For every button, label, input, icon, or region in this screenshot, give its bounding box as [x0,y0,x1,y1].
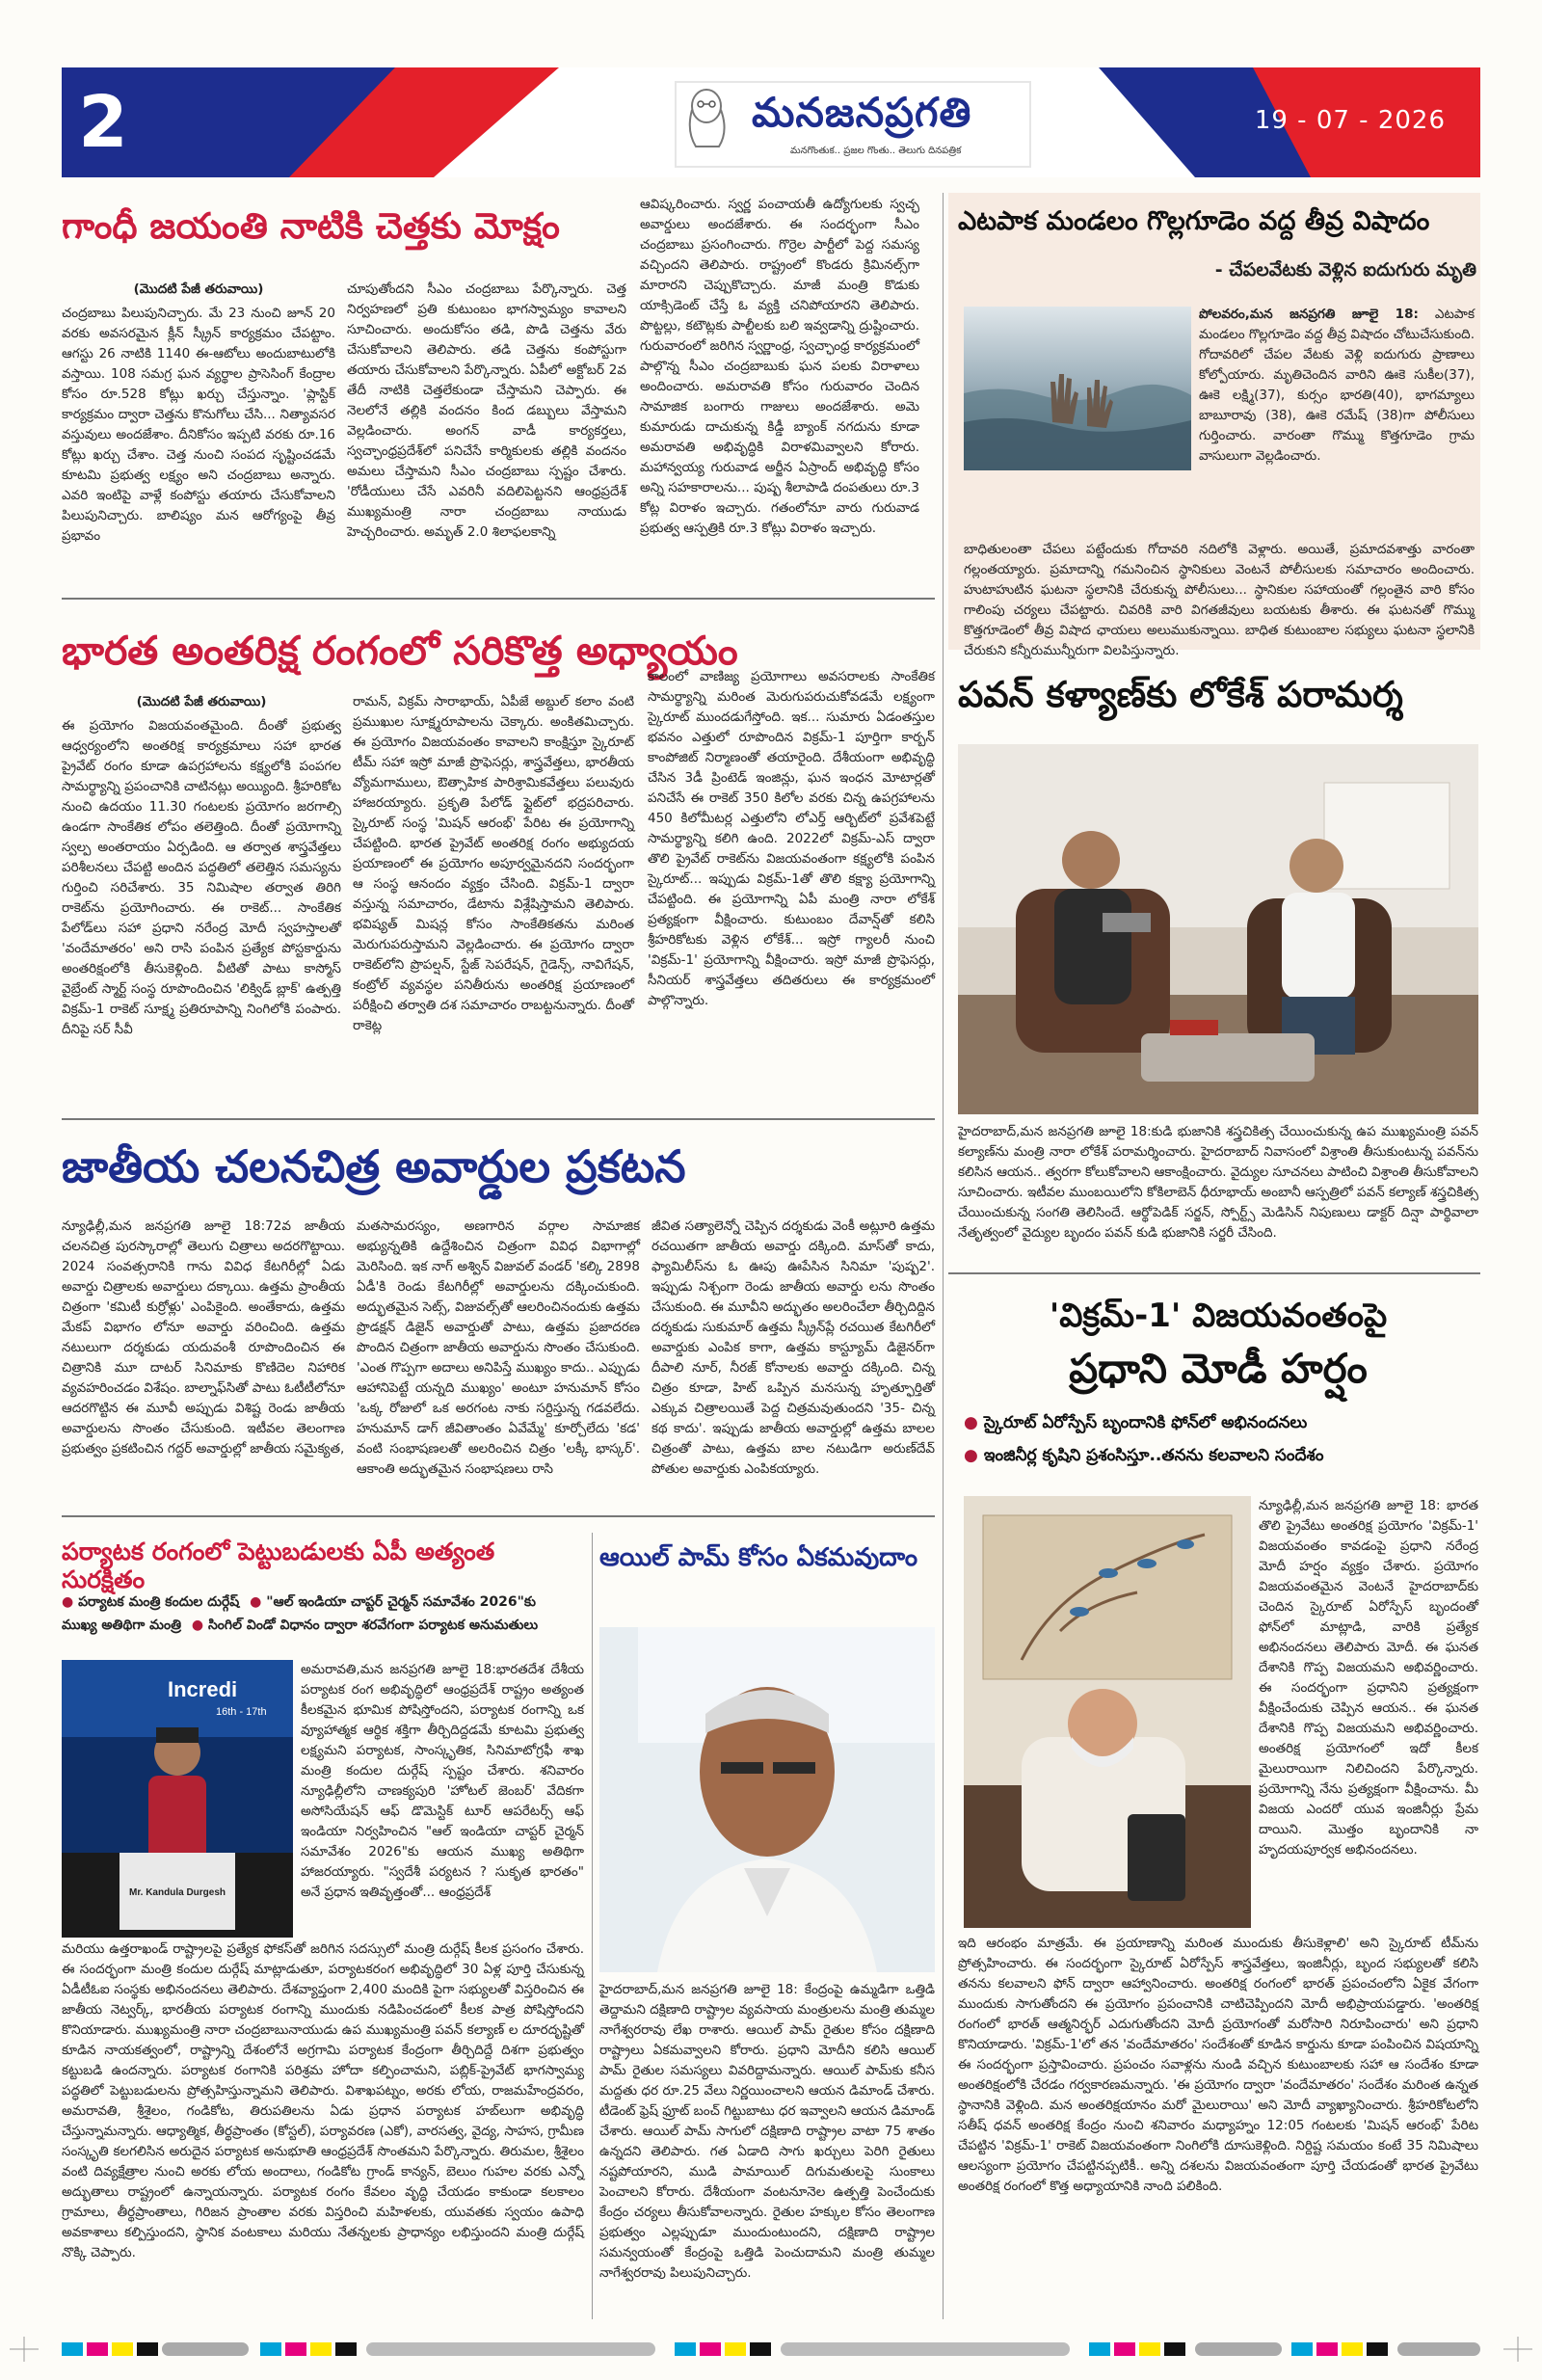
page-number: 2 [62,67,145,177]
masthead-title: మనజనప్రగతి [752,89,972,136]
drowning-body-full: బాధితులంతా చేపలు పట్టేందుకు గోదావరి నదిలోకి వెళ్లారు. అయితే, ప్రమాదవశాత్తు వారంతా గల్లంతయ్యారు. ప్రమాదాన్ని గమనించిన స్థానికులు వెంటనే పోలీసులకు సమాచారం అందించారు. హుటాహుటిన ఘటనా స్థలానికి చేరుకున్న పోలీసులు... స్థానికుల సహాయంతో గల్లంతైన వారి కోసం గాలింపు చర్యలు చేపట్టారు. చివరికి వారి విగతజీవులు బయటకు తీశారు. ఈ ఘటనతో గొమ్ము కొత్తగూడెంలో తీవ్ర విషాద ఛాయలు అలుముకున్నాయి. బాధిత కుటుంబాల సభ్యులు ఘటనా స్థలానికి చేరుకుని కన్నీరుమున్నీరుగా విలపిస్తున్నారు. [964,542,1475,658]
tourism-bullet-2a: ముఖ్య అతిథిగా మంత్రి [62,1618,182,1633]
masthead-tagline: మనగొంతుక.. ప్రజల గొంతు.. తెలుగు దినపత్రిక [790,146,962,156]
gandhi-col-3-text: ఆవిష్కరించారు. స్వర్ణ పంచాయతీ ఉద్యోగులకు స్వచ్ఛ అవార్డులు అందజేశారు. ఈ సందర్భంగా సీఎం చంద్రబాబు ప్రసంగించారు. గొర్రెల పార్టీలో పెద్ద సమస్య వచ్చిందని తెలిపారు. రాష్ట్రంలో కొండరు క్రిమినల్స్‌గా మారారని చెప్పుకొచ్చారు. మాజీ మంత్రి కొడుకు యాక్సిడెంట్ చేస్తే ఓ వ్యక్తి చనిపోయారని తెలిపారు. పొట్టల్లు, కటౌట్లకు పాల్టీలకు బలి ఇవ్వడాన్ని ద్రుష్టించారు. గురువారంలో జరిగిన స్వర్ణాంధ్ర, స్వచ్ఛాంధ్ర కార్యక్రమంలో పాల్గొన్న సీఎం చంద్రబాబుకు ఘన పలకు విరాళాలు అందించారు. అమరావతి కోసం గురువారం చెందిన సామాజిక బంగారు గాజులు అందజేశారు. అమె కుమారుడు దాచుకున్న కిడ్డీ బ్యాంక్ నగదును కూడా అమరావతి అభివృద్ధికి విరాళమివ్వాలని కోరారు. మహాన్వయ్య గురువాడ అర్జీన ఏస్రాంద్ అభివృద్ధి కోసం అన్ని సహకారాలను... పుష్ప శీలాపాడి దంపతులు రూ.3 కోట్ల విరాళం ఇచ్చారు. గతంలోనూ వారు గురువాడ ప్రభుత్వ ఆస్పత్రికి రూ.3 కోట్లు విరాళం ఇచ్చారు. [640,197,919,536]
drowning-dateline: పోలవరం,మన జనప్రగతి జూలై 18: [1199,307,1419,322]
masthead [62,67,1480,177]
oilpalm-body-text: హైదరాబాద్,మన జనప్రగతి జూలై 18: కేంద్రంపై ఉమ్మడిగా ఒత్తిడి తెద్దామని దక్షిణాది రాష్ట్రాల వ్యవసాయ మంత్రులను మంత్రి తుమ్మల నాగేశ్వరరావు లేఖ రాశారు. ఆయిల్ పామ్ రైతుల కోసం దక్షిణాది రాష్ట్రాలు ఏకమవ్వాలని కోరారు. ప్రధాని మోదీని కలిసి ఆయిల్ పామ్ రైతుల సమస్యలు వివరిద్దామన్నారు. ఆయిల్ పామ్‌కు కనీస మద్దతు ధర రూ.25 వేలు నిర్ణయించాలని ఆయన డిమాండ్ చేశారు. టీడెంట్ ఫ్రెష్ ఫ్రూట్ బంచ్ గిట్టుబాటు ధర ఇవ్వాలని ఆయన డిమాండ్ చేశారు. ఆయిల్ పామ్ సాగులో దక్షిణాది రాష్ట్రాల వాటా 75 శాతం ఉన్నదని తెలిపారు. గత ఏడాది సాగు ఖర్చులు పెరిగి రైతులు నష్టపోయారని, ముడి పామాయిల్ దిగుమతులపై సుంకాలు పెంచాలని కోరారు. దేశీయంగా వంటనూనెల ఉత్పత్తి పెంచేందుకు కేంద్రం చర్యలు తీసుకోవాలన్నారు. రైతుల హక్కుల కోసం తెలంగాణ ప్రభుత్వం ఎల్లప్పుడూ ముందుంటుందని, దక్షిణాది రాష్ట్రాల సమన్వయంతో కేంద్రంపై ఒత్తిడి పెంచుదామని మంత్రి తుమ్మల నాగేశ్వరరావు పిలుపునిచ్చారు. [599,1982,936,2281]
gandhi-col-1 [62,280,335,598]
tourism-body-text: మరియు ఉత్తరాఖండ్ రాష్ట్రాలపై ప్రత్యేక ఫోకస్‌తో జరిగిన సదస్సులో మంత్రి దుర్గేష్ కీలక ప్రసంగం చేశారు. ఈ సందర్భంగా మంత్రి కందుల దుర్గేష్ మాట్లాడుతూ, పర్యాటకరంగ అభివృద్ధిలో 30 ఏళ్ల పూర్తి చేసుకున్న ఏడీటీఓఐ సంస్థకు అభినందనలు తెలిపారు. దేశవ్యాప్తంగా 2,400 మందికి పైగా సభ్యులతో విస్తరించిన ఈ జాతీయ నెట్వర్క్, భారతీయ పర్యాటక రంగాన్ని ముందుకు నడిపించడంలో కీలక పాత్ర పోషిస్తోందని కొనియాడారు. ముఖ్యమంత్రి నారా చంద్రబాబునాయుడు ఉప ముఖ్యమంత్రి పవన్ కల్యాణ్ ల దూరదృష్టితో కూడిన నాయకత్వంలో, రాష్ట్రాన్ని దేశంలోనే అగ్రగామి పర్యాటక కేంద్రంగా తీర్చిదిద్దే దిశగా ప్రభుత్వం కట్టుబడి ఉందన్నారు. పర్యాటక రంగానికి పరిశ్రమ హోదా కల్పించామని, పబ్లిక్-ప్రైవేట్ భాగస్వామ్య పద్ధతిలో పెట్టుబడులను ప్రోత్సహిస్తున్నామని తెలిపారు. విశాఖపట్నం, అరకు లోయ, రాజమహేంద్రవరం, అమరావతి, శ్రీశైలం, గండికోట, తిరుపతిలను ఏడు ప్రధాన పర్యాటక హబ్‌లుగా అభివృద్ధి చేస్తున్నామన్నారు. ఆధ్యాత్మిక, తీర్థప్రాంతం (కోస్టల్), పర్యావరణ (ఎకో), వారసత్వ, వైద్య, సాహస, గ్రామీణ సంస్కృతి కలగలిసిన అరుదైన పర్యాటక అనుభూతి ఆంధ్రప్రదేశ్ సొంతమని పేర్కొన్నారు. తిరుమల, శ్రీశైలం వంటి దివ్యక్షేత్రాల నుంచి అరకు లోయ అందాలు, గండికోట గ్రాండ్ కాన్యన్, బెలుం గుహల వరకు ఎన్నో అద్భుతాలు రాష్ట్రంలో ఉన్నాయన్నారు. పర్యాటక రంగం కేవలం వృద్ధి చేయడం కాకుండా కలకాలం గ్రామాలు, తీర్థప్రాంతాలు, గిరిజన ప్రాంతాల వరకు విస్తరించి మహిళలకు, యువతకు స్వయం ఉపాధి అవకాశాలు కల్పిస్తుందని, స్థానిక వంటకాలు మరియు నేతన్నలకు ప్రాధాన్యం లభిస్తుందని మంత్రి దుర్గేష్ నొక్కి చెప్పారు. [62,1941,584,2260]
pawan-body [958,1122,1478,1263]
drowning-body-right: ఎటపాక మండలం గొల్లగూడెం వద్ద తీవ్ర విషాదం చోటుచేసుకుంది. గోదావరిలో చేపల వేటకు వెళ్లి ఐదుగురు ప్రాణాలు కోల్పోయారు. మృతిచెందిన వారిని ఊకె సుకీల(37), ఊకె లక్ష్మి(37), కుర్సం భారతి(40), భాగమ్యాలు బాబూరావు (38), ఊకె రమేష్ (38)గా పోలీసులు గుర్తించారు. వారంతా గొమ్ము కొత్తగూడెం గ్రామ వాసులుగా వెల్లడించారు. [1199,307,1475,464]
modi-headline-1: 'విక్రమ్-1' విజయవంతంపై [1049,1297,1388,1335]
space-headline: భారత అంతరిక్ష రంగంలో సరికొత్త అధ్యాయం [62,628,738,674]
awards-col-1-text: న్యూఢిల్లీ,మన జనప్రగతి జూలై 18:72వ జాతీయ చలనచిత్ర పురస్కారాల్లో తెలుగు చిత్రాలు అదరగొట్టాయి. 2024 సంవత్సరానికి గాను వివిధ కేటగిరీల్లో ఏడు అవార్డు చిత్రాలకు అవార్డులు దక్కాయి. ఉత్తమ ప్రాంతీయ చిత్రంగా 'కమిటీ కుర్రోళ్లు' ఎంపికైంది. అంతేకాదు, ఉత్తమ మేకప్ విభాగం లోనూ అవార్డు వరించింది. ఉత్తమ నటులుగా దర్శకుడు యదువంశీ రూపొందించిన ఈ చిత్రానికి మూ దాటర్ సినిమాకు కొణిదెల నిహారిక వ్యవహరించడం విశేషం. బాల్నాఫ్‌సితో పాటు ఓటీటీలోనూ ఆదరగొట్టిన ఈ మూవీ అప్పుడు విశిష్ట రెండు జాతీయ అవార్డులను సొంతం చేసుకుంది. ఇటీవల తెలంగాణ ప్రభుత్వం ప్రకటించిన గద్దర్ అవార్డుల్లో జాతీయ సమైక్యత, [62,1218,345,1457]
space-col-1-text: ఈ ప్రయోగం విజయవంతమైంది. దీంతో ప్రభుత్వ ఆధ్వర్యంలోని అంతరిక్ష కార్యక్రమాలు సహా భారత ప్రైవేట్ రంగం కూడా ఉపగ్రహాలను కక్ష్యలోకి పంపగల సామర్థ్యాన్ని ప్రపంచానికి చాటినట్లు అయ్యింది. శ్రీహరికోట నుంచి ఉదయం 11.30 గంటలకు ప్రయోగం జరగాల్సి ఉండగా సాంకేతిక లోపం తలెత్తింది. దీంతో ప్రయోగాన్ని స్వల్ప అంతరాయం ఏర్పడింది. ఆ తర్వాత శాస్త్రవేత్తలు పరిశీలనలు చేపట్టి అందిన పద్ధతిలో తలెత్తిన సమస్యను గుర్తించి సరిచేశారు. 35 నిమిషాల తర్వాత తిరిగి రాకెట్‌ను ప్రయోగించారు. ఈ రాకెట్... సాంకేతిక పేలోడ్‌లు సహా ప్రధాని నరేంద్ర మోదీ స్వహస్తాలతో 'వందేమాతరం' అని రాసి పంపిన ప్రత్యేక పోస్టకార్డును అంతరిక్షంలోకి తీసుకెళ్లింది. వీటితో పాటు కాస్మోస్ వైబ్రేంట్ స్మార్ట్ సంస్థ రూపొందించిన 'లిక్విడ్ బ్లాక్' ఉత్పత్తి విక్రమ్-1 రాకెట్ సూక్ష్మ ప్రతిరూపాన్ని నింగిలోకి పంపారు. దీనిపై సర్ సీవీ [62,718,341,1037]
tourism-bullet-1a: పర్యాటక మంత్రి కందుల దుర్గేష్ [78,1594,240,1610]
space-col-3 [648,667,935,1116]
oilpalm-body [599,1980,935,2319]
banner-subtext: 16th - 17th [216,1706,267,1718]
awards-col-2 [357,1217,640,1506]
divider [592,1533,593,2319]
divider [943,193,944,2319]
issue-date: 19 - 07 - 2026 [1254,106,1446,135]
modi-side-text [1259,1496,1478,1928]
modi-bullet-1: ● స్కైరూట్ ఏరోస్పేస్ బృందానికి ఫోన్‌లో అభినందనలు [964,1413,1480,1436]
modi-body-text: ఇది ఆరంభం మాత్రమే. ఈ ప్రయాణాన్ని మరింత ముందుకు తీసుకెళ్లాలి' అని స్కైరూట్ టీమ్‌ను ప్రోత్సహించారు. ఈ సందర్భంగా స్కైరూట్ ఏరోస్పేస్ శాస్త్రవేత్తలు, ఇంజినీర్లు, బృంద సభ్యులతో కలిసి తనను కలవాలని ఫోన్ ద్వారా ఆహ్వానించారు. అంతరిక్ష రంగంలో భారత్ ప్రపంచంలోని ఏకైక వేగంగా ముందుకు సాగుతోందని ఈ ప్రయోగం ప్రపంచానికి చాటిచెప్పిందని మోదీ అభిప్రాయపడ్డారు. 'అంతరిక్ష రంగంలో భారత్ ఆత్మనిర్భర్ ఎదుగుతోందని మోదీ ప్రయోగంతో మరోసారి నిరూపించారు' అని ప్రధాని కొనియాడారు. 'విక్రమ్-1'లో తన 'వందేమాతరం' సందేశంతో కూడిన కార్డును కూడా పంపించిన విషయాన్ని ఈ సందర్భంగా ప్రస్తావించారు. ప్రపంచం సవాళ్లను నుండి వచ్చిన కుటుంబాలకు సహా ఆ సందేశం కూడా అంతరిక్షంలోకి చేరడం గర్వకారణమన్నారు. 'ఈ ప్రయోగం ద్వారా 'వందేమాతరం' సందేశం మరింత ఉన్నత స్థానానికి వెళ్లింది. మన అంతరిక్షయానం మరో మైలురాయి' అని మోదీ వ్యాఖ్యానించారు. శ్రీహరికోటలోని సతీష్ ధవన్ అంతరిక్ష కేంద్రం నుంచి శనివారం మధ్యాహ్నం 12:05 గంటలకు 'మిషన్ ఆరంభ్' పేరిట చేపట్టిన 'విక్రమ్-1' రాకెట్ విజయవంతంగా నింగిలోకి దూసుకెళ్లింది. నిర్దిష్ట సమయం కంటే 35 నిమిషాలు ఆలస్యంగా ప్రయోగం చేపట్టినప్పటికీ.. అన్ని దశలను విజయవంతంగా పూర్తి చేయడంతో భారత ప్రైవేటు అంతరిక్ష రంగంలో కొత్త అధ్యాయానికి నాంది పలికింది. [958,1936,1478,2194]
tourism-side-text-body: అమరావతి,మన జనప్రగతి జూలై 18:భారతదేశ దేశీయ పర్యాటక రంగ అభివృద్ధిలో ఆంధ్రప్రదేశ్ రాష్ట్రం అత్యంత కీలకమైన భూమిక పోషిస్తోందని, పర్యాటక రంగాన్ని ఒక వ్యూహాత్మక ఆర్థిక శక్తిగా తీర్చిదిద్దడమే కూటమి ప్రభుత్వ లక్ష్యమని పర్యాటక, సాంస్కృతిక, సినిమాటోగ్రఫీ శాఖ మంత్రి కందుల దుర్గేష్ స్పష్టం చేశారు. శనివారం న్యూఢిల్లీలోని చాణక్యపురి 'హోటల్ జెంబర్' వేదికగా అసోసియేషన్ ఆఫ్ డొమెస్టిక్ టూర్ ఆపరేటర్స్ ఆఫ్ ఇండియా నిర్వహించిన "ఆల్ ఇండియా చాప్టర్ చైర్మన్ సమావేశం 2026"కు ఆయన ముఖ్య అతిథిగా హాజరయ్యారు. "స్వదేశీ పర్యటన ? సుకృత భారతం" అనే ప్రధాన ఇతివృత్తంతో... ఆంధ్రప్రదేశ్ [301,1662,584,1900]
oilpalm-headline: ఆయిల్ పామ్ కోసం ఏకమవుదాం [599,1543,918,1572]
modi-headline-2: ప్రధాని మోడీ హర్షం [1069,1345,1368,1392]
banner-text: Incredi [168,1677,238,1701]
tourism-bullet-2b: సింగిల్ విండో విధానం ద్వారా శరవేగంగా పర్యాటక అనుమతులు [207,1618,539,1633]
drowning-headline: ఎటపాక మండలం గొల్లగూడెం వద్ద తీవ్ర విషాదం [958,206,1430,236]
space-continued: (మొదటి పేజీ తరువాయి) [136,694,267,709]
gandhi-headline: గాంధీ జయంతి నాటికి చెత్తకు మోక్షం [62,205,560,247]
gandhi-col-2 [347,280,626,598]
print-color-strip [0,2335,1542,2364]
tourism-headline: పర్యాటక రంగంలో పెట్టుబడులకు ఏపీ అత్యంత సురక్షితం [62,1538,495,1593]
tourism-bullet-1b: "ఆల్ ఇండియా చాప్టర్ చైర్మన్ సమావేశం 2026"కు [266,1594,537,1610]
space-col-1 [62,692,341,1116]
modi-bullet-2: ● ఇంజినీర్ల కృషిని ప్రశంసిస్తూ..తనను కలవాలని సందేశం [964,1446,1480,1469]
modi-phone-call-photo [964,1496,1251,1928]
drowning-side-text [1199,305,1475,538]
gandhi-sketch-icon [677,83,736,152]
pawan-body-text: హైదరాబాద్,మన జనప్రగతి జూలై 18:కుడి భుజానికి శస్త్రచికిత్స చేయించుకున్న ఉప ముఖ్యమంత్రి పవన్ కల్యాణ్‌ను మంత్రి నారా లోకేశ్ పరామర్శించారు. హైదరాబాద్ నివాసంలో విశ్రాంతి తీసుకుంటున్న పవన్‌ను కలిసిన ఆయన.. త్వరగా కోలుకోవాలని ఆకాంక్షించారు. వైద్యుల సూచనలు పాటించి విశ్రాంతి తీసుకోవాలని సూచించారు. ఇటీవల ముంబయిలోని కోకిలాబెన్ ధీరూభాయ్ అంబానీ ఆస్పత్రిలో పవన్ కల్యాణ్ శస్త్రచికిత్స చేయించుకున్న సంగతి తెలిసిందే. ఆర్థోపెడిక్ సర్జన్, స్పోర్ట్స్ మెడిసిన్ నిపుణులు డాక్టర్ దిన్షా పార్థివాలా నేతృత్వంలో వైద్యుల బృందం పవన్ కుడి భుజానికి సర్జరీ చేసింది. [958,1124,1478,1241]
tourism-bullets: ● పర్యాటక మంత్రి కందుల దుర్గేష్ ● "ఆల్ ఇండియా చాప్టర్ చైర్మన్ సమావేశం 2026"కు ముఖ్య అతిథిగా మంత్రి ● సింగిల్ విండో విధానం ద్వారా శరవేగంగా పర్యాటక అనుమతులు [62,1594,539,1633]
modi-body [958,1934,1478,2315]
tummala-portrait-photo [599,1627,935,1972]
tourism-body [62,1939,584,2319]
modi-side-text-body: న్యూఢిల్లీ,మన జనప్రగతి జూలై 18: భారత తొలి ప్రైవేటు అంతరిక్ష ప్రయోగం 'విక్రమ్-1' విజయవంతం కావడంపై ప్రధాని నరేంద్ర మోదీ హర్షం వ్యక్తం చేశారు. ప్రయోగం విజయవంతమైన వెంటనే హైదరాబాద్‌కు చెందిన స్కైరూట్ ఏరోస్పేస్ బృందంతో ఫోన్‌లో మాట్లాడి, వారికి ప్రత్యేక అభినందనలు తెలిపారు మోదీ. ఈ ఘనత దేశానికి గొప్ప విజయమని అభివర్ణించారు. ఈ సందర్భంగా ప్రధానిని ప్రత్యక్షంగా వీక్షించేందుకు చెప్పిన ఆయన.. ఈ ఘనత దేశానికి గొప్ప విజయమని అభివర్ణించారు. అంతరిక్ష ప్రయోగంలో ఇదో కీలక మైలురాయిగా నిలిచిందని పేర్కొన్నారు. ప్రయోగాన్ని నేను ప్రత్యక్షంగా వీక్షించాను. మీ విజయ ఎందరో యువ ఇంజినీర్లు ప్రేమ దాయిని. మొత్తం బృందానికి నా హృదయపూర్వక అభినందనలు. [1259,1498,1478,1858]
gandhi-col-2-text: చూపుతోందని సీఎం చంద్రబాబు పేర్కొన్నారు. చెత్త నిర్వహణలో ప్రతి కుటుంబం భాగస్వామ్యం కావాలని సూచించారు. అందుకోసం తడి, పొడి చెత్తను వేరు చేసుకోవాలని తెలిపారు. తడి చెత్తను కంపోస్టుగా తయారు చేసుకోవాలని పేర్కొన్నారు. ఏపీలో అక్టోబర్ 2వ తేదీ నాటికి చెత్తలేకుండా చేస్తామని చెప్పారు. ఈ నెలలోనే తల్లికి వందనం కింద డబ్బులు వేస్తామని వెల్లడించారు. అంగన్ వాడీ కార్యకర్తలు, స్వచ్ఛాంధ్రప్రదేశ్‌లో పనిచేసే కార్మికులకు తల్లికి వందనం అమలు చేస్తామని సీఎం చంద్రబాబు స్పష్టం చేశారు. 'రోడీయులు చేసే ఎవరినీ వదిలిపెట్టనని ఆంధ్రప్రదేశ్ ముఖ్యమంత్రి నారా చంద్రబాబు నాయుడు హెచ్చరించారు. అమృత్ 2.0 శిలాఫలకాన్ని [347,281,626,540]
awards-headline: జాతీయ చలనచిత్ర అవార్డుల ప్రకటన [62,1140,686,1192]
durgesh-podium-photo [62,1660,293,1938]
masthead-band [145,67,1480,177]
gandhi-col-1-text: చంద్రబాబు పిలుపునిచ్చారు. మే 23 నుంచి జూన్ 20 వరకు అవసరమైన క్లీన్ స్క్రీన్ కార్యక్రమం చేపట్టాం. ఆగస్టు 26 నాటికి 1140 ఈ-ఆటోలు అందుబాటులోకి వస్తాయి. 108 సమగ్ర ఘన వ్యర్థాల ప్రాసెసింగ్ కేంద్రాల కోసం రూ.528 కోట్లు ఖర్చు చేస్తున్నాం. 'ప్లాస్టిక్ కార్యక్రమం ద్వారా చెత్తను కొనుగోలు చేసి... నిత్యావసర వస్తువులు అందజేశాం. దీనికోసం ఇప్పటి వరకు రూ.16 కోట్లు ఖర్చు చేశాం. చెత్త నుంచి సంపద సృష్టించడమే కూటమి ప్రభుత్వ లక్ష్యం అని చంద్రబాబు అన్నారు. ఎవరి ఇంటిపై వాళ్లే కంపోస్టు తయారు చేసుకోవాలని పిలుపునిచ్చారు. బాలిష్యం మన ఆరోగ్యంపై తీవ్ర ప్రభావం [62,306,335,544]
masthead-logo [675,81,1031,168]
awards-col-3-text: జీవిత సత్యాలెన్నో చెప్పిన దర్శకుడు వెంకీ అట్లూరి ఉత్తమ రచయితగా జాతీయ అవార్డు దక్కింది. మాస్‌తో కాదు, ఫ్యామిలీస్‌ను ఓ ఊపు ఊపేసిన సినిమా 'పుష్ప2'. ఇప్పుడు నిశ్చంగా రెండు జాతీయ అవార్డు లను సొంతం చేసుకుంది. ఈ మూవీని అద్భుతం అలరించేలా తీర్చిదిద్దిన దర్శకుడు సుకుమార్ ఉత్తమ స్క్రీన్‌ప్లే రచయిత కేటగిరీలో అవార్డుకు ఎంపిక కాగా, ఉత్తమ కాస్ట్యూమ్ డిజైనర్‌గా దీపాలి నూర్, నీరజ్ కోనాలకు అవార్డు దక్కింది. చిన్న చిత్రం కూడా, హిట్ ఒప్పిన మనసున్న హృత్ఫూర్తితో ఎక్కువ చిత్రాలయితే పెద్ద చిత్రమవుతుందని '35- చిన్న కథ కాదు'. ఇప్పుడు జాతీయ అవార్డుల్లో ఉత్తమ బాలల చిత్రంతో పాటు, ఉత్తమ బాల నటుడిగా అరుణ్‌దేవ్ పోతుల అవార్డుకు ఎంపికయ్యారు. [651,1218,935,1477]
drowning-hands-photo [964,307,1191,470]
pawan-headline: పవన్ కళ్యాణ్‌కు లోకేశ్ పరామర్శ [958,674,1403,715]
tourism-side-text [301,1660,584,1938]
drowning-body [964,540,1475,658]
space-col-3-text: కాలంలో వాణిజ్య ప్రయోగాలు అవసరాలకు సాంకేతిక సామర్థ్యాన్ని మరింత మెరుగుపరుచుకోవడమే లక్ష్యంగా స్కైరూట్ ముందడుగేస్తోంది. ఇక... సుమారు ఏడంతస్తుల భవనం ఎత్తులో రూపొందిన విక్రమ్-1 పూర్తిగా కార్బన్ కాంపోజిట్ నిర్మాణంతో తయారైంది. దేశీయంగా అభివృద్ధి చేసిన 3డీ ప్రింటెడ్ ఇంజిన్లు, ఘన ఇంధన మోటార్లతో పనిచేసే ఈ రాకెట్ 350 కిలోల వరకు చిన్న ఉపగ్రహాలను 450 కిలోమీటర్ల ఎత్తులోని లోఎర్త్ ఆర్బిట్‌లో ప్రవేశపెట్టే సామర్థ్యాన్ని కలిగి ఉంది. 2022లో విక్రమ్-ఎస్ ద్వారా తొలి ప్రైవేట్ రాకెట్‌ను విజయవంతంగా కక్ష్యలోకి పంపిన స్కైరూట్... ఇప్పుడు విక్రమ్-1తో తొలి కక్ష్యా ప్రయోగాన్ని చేపట్టింది. ఈ ప్రయోగాన్ని ఏపీ మంత్రి నారా లోకేశ్ ప్రత్యక్షంగా వీక్షించారు. కుటుంబం దేవాన్ష్‌తో కలిసి శ్రీహరికోటకు వెళ్లిన లోకేశ్... ఇస్రో గ్యాలరీ నుంచి 'విక్రమ్-1' ప్రయోగాన్ని వీక్షించారు. ఇస్రో మాజీ ప్రొఫెసర్లు, సీనియర్ శాస్త్రవేత్తలు తదితరులు ఈ కార్యక్రమంలో పాల్గొన్నారు. [648,669,935,1008]
divider [948,1272,1480,1274]
drowning-subhead: - చేపలవేటకు వెళ్లిన ఐదుగురు మృతి [1214,259,1476,281]
awards-col-3 [651,1217,935,1506]
divider [62,598,935,600]
podium-nameplate: Mr. Kandula Durgesh [128,1887,226,1898]
awards-col-1 [62,1217,345,1506]
divider [62,1515,935,1517]
space-col-2 [353,692,634,1116]
pawan-lokesh-meeting-photo [958,744,1478,1114]
divider [62,1118,935,1120]
space-col-2-text: రామన్, విక్రమ్ సారాభాయ్, ఏపీజే అబ్దుల్ కలాం వంటి ప్రముఖుల సూక్ష్మరూపాలను చెక్కారు. అంకితమిచ్చారు. ఈ ప్రయోగం విజయవంతం కావాలని కాంక్షిస్తూ స్కైరూట్ టీమ్ సహా ఇస్రో మాజీ ప్రొఫెసర్లు, శాస్త్రవేత్తలు, భారతీయ వ్యోమగాములు, ఔత్సాహిక పారిశ్రామికవేత్తలు పలువురు హాజరయ్యారు. ప్రకృతి పేలోడ్ ఫ్లైట్‌లో భద్రపరిచారు. స్కైరూట్ సంస్థ 'మిషన్ ఆరంభ్' పేరిట ఈ ప్రయోగాన్ని చేపట్టింది. భారత ప్రైవేట్ అంతరిక్ష రంగం అభ్యుదయ ప్రయాణంలో ఈ ప్రయోగం అపూర్వమైనదని సందర్భంగా ఆ సంస్థ ఆనందం వ్యక్తం చేసింది. విక్రమ్-1 ద్వారా వస్తున్న సమాచారం, డేటాను విశ్లేషిస్తామని తెలిపారు. భవిష్యత్ మిషన్ల కోసం సాంకేతికతను మరింత మెరుగుపరుస్తామని వెల్లడించారు. ఈ ప్రయోగం ద్వారా రాకెట్‌లోని ప్రొపల్షన్, స్టేజ్ సెపరేషన్, గైడెన్స్, నావిగేషన్, కంట్రోల్ వ్యవస్థల పనితీరును అంతరిక్ష ప్రయాణంలో పరీక్షించి తర్వాతి దశ సమాచారం రాబట్టనున్నారు. దీంతో రాకెట్ల [353,694,634,1033]
gandhi-col-3 [640,195,919,600]
awards-col-2-text: మతసామరస్యం, అణగారిన వర్గాల సామాజిక అభ్యున్నతికి ఉద్దేశించిన చిత్రంగా వివిధ విభాగాల్లో మెరిసింది. ఇక నాగ్ అశ్విన్ విజువల్ వండర్ 'కల్కి 2898 ఏడీ'కి రెండు కేటగిరీల్లో అవార్డులను దక్కించుకుంది. అద్భుతమైన సెట్స్, విజువల్స్‌తో ఆలరించినందుకు ఉత్తమ ప్రొడక్షన్ డిజైన్ అవార్డుతో పాటు, ఉత్తమ ప్రజాదరణ పొందిన చిత్రంగా జాతీయ అవార్డును సొంతం చేసుకుంది. 'ఎంత గొప్పగా అదాలు అనిపిస్తే ముఖ్యం కాదు.. ఎప్పుడు ఆహానిపెట్టే యన్నది ముఖ్యం' అంటూ హనుమాన్ కోసం 'ఒక్క రోజులో ఒక అరగంట నాకు సర్దిస్తున్న గడవలేదు. హనుమాన్ డాగ్ జీవితాంతం ఏవేమ్మే' కూర్చోలేదు 'కడ' వంటి సంభాషణలతో అలరించిన చిత్రం 'లక్కీ భాస్కర్'. ఆకాంతి అద్భుతమైన సంభాషణలు రాసి [357,1218,640,1477]
continued-label: (మొదటి పేజీ తరువాయి) [133,281,264,297]
